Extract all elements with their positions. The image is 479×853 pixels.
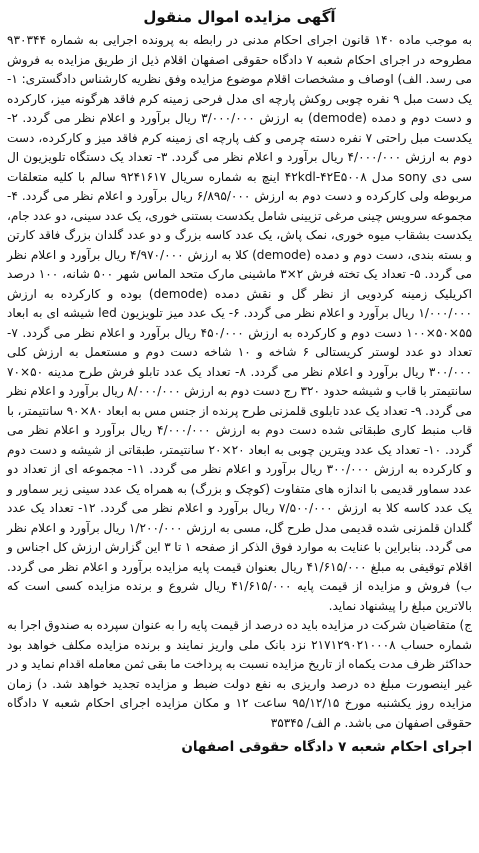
notice-title: آگهی مزایده اموال منقول — [143, 8, 336, 26]
notice-signature: اجرای احکام شعبه ۷ دادگاه حقوقی اصفهان — [181, 739, 472, 755]
notice-paragraph-conditions: ج) متقاضیان شرکت در مزایده باید ده درصد از قیمت پایه را به عنوان سپرده به صندوق اجرا به شماره حساب ۲۱۷۱۲۹۰۲۱۰۰۰۸ نزد بانک ملی واریز نمایند و برنده مزایده مکلف خواهد بود حداکثر ظرف مدت یکماه از تاریخ مزایده نسبت به پرداخت ما بقی ثمن معامله اقدام نماید و در غیر اینصورت مبلغ ده درصد واریزی به نفع دولت ضبط و مزایده تجدید خواهد شد. د) زمان مزایده روز یکشنبه مورخ ۹۵/۱۲/۱۵ ساعت ۱۲ و مکان مزایده اجرای احکام شعبه ۷ دادگاه حقوقی اصفهان می باشد. م الف/ ۳۵۳۴۵ — [7, 618, 472, 730]
notice-paragraph-items: به موجب ماده ۱۴۰ قانون اجرای احکام مدنی در رابطه به پرونده اجرایی به شماره ۹۳۰۳۴۴ مطروحه در اجرای احکام شعبه ۷ دادگاه حقوقی اصفهان اقلام ذیل از طریق مزایده به فروش می رسد. الف) اوصاف و مشخصات اقلام موضوع مزایده وفق نظریه کارشناس دادگستری: ۱- یک دست مبل ۹ نفره چوبی روکش پارچه ای مدل فرحی زمینه کرم فاقد هرگونه میز، کارکرده و دست دوم و دمده (demode) به ارزش ۳/۰۰۰/۰۰۰ ریال برآورد و اعلام نظر می گردد. ۲- یکدست مبل راحتی ۷ نفره دسته چرمی و کف پارچه ای زمینه کرم فاقد میز و کارکرده، دست دوم به ارزش ۴/۰۰۰/۰۰۰ ریال برآورد و اعلام نظر می گردد. ۳- تعداد یک دستگاه تلویزیون ال سی دی sony مدل ۴۲kdl-۴۲E۵۰۰۸ اینچ به شماره سریال ۹۲۴۱۶۱۷ سالم با کلیه متعلقات مربوطه ولی کارکرده و دست دوم به ارزش ۶/۸۹۵/۰۰۰ ریال برآورد و اعلام نظر می گردد. ۴- مجموعه سرویس چینی مرغی تزیینی شامل یکدست بستنی خوری، یک عدد سینی، دو عدد جام، یکدست بشقاب میوه خوری، نمک پاش، یک عدد کاسه بزرگ و دو عدد گلدان بزرگ فاقد کارتن و بسته بندی، دست دوم و دمده (demode) کلا به ارزش ۴/۹۷۰/۰۰۰ ریال برآورد و اعلام نظر می گردد. ۵- تعداد یک تخته فرش ۲×۳ ماشینی مارک متحد الماس شهر ۵۰۰ شانه، ۱۰۰ درصد اکریلیک زمینه کردویی از نظر گل و نقش دمده (demode) بوده و کارکرده به ارزش ۱/۰۰۰/۰۰۰ ریال برآورد و اعلام نظر می گردد. ۶- یک عدد میز تلویزیون led شیشه ای به ابعاد ۵۵×۵۰×۱۰۰ دست دوم و کارکرده به ارزش ۴۵۰/۰۰۰ ریال برآورد و اعلام نظر می گردد. ۷- تعداد دو عدد لوستر کریستالی ۶ شاخه و ۱۰ شاخه دست دوم و مستعمل به ارزش کلی ۳۰۰/۰۰۰ ریال برآورد و اعلام نظر می گردد. ۸- تعداد یک عدد تابلو فرش طرح مدینه ۵۰×۷۰ سانتیمتر با قاب و شیشه حدود ۳۲۰ رج دست دوم به ارزش ۸/۰۰۰/۰۰۰ ریال برآورد و اعلام نظر می گردد. ۹- تعداد یک عدد تابلوی قلمزنی طرح پرنده از جنس مس به ابعاد ۸۰×۹۰ سانتیمتر، با قاب منبط کاری طبقاتی شده دست دوم به ارزش ۴/۰۰۰/۰۰۰ ریال برآورد و اعلام نظر می گردد. ۱۰- تعداد یک عدد ویترین چوبی به ابعاد ۲۰×۲۰ سانتیمتر، طبقاتی از شیشه و دست دوم و کارکرده به ارزش ۳۰۰/۰۰۰ ریال برآورد و اعلام نظر می گردد. ۱۱- مجموعه ای از تعداد دو عدد سماور قدیمی با اندازه های متفاوت (کوچک و بزرگ) به همراه یک عدد سینی زیر سماور و یک عدد کاسه کلا به ارزش ۷/۵۰۰/۰۰۰ ریال برآورد و اعلام نظر می گردد. ۱۲- تعداد یک عدد گلدان قلمزنی شده قدیمی مدل طرح گل، مسی به ارزش ۱/۲۰۰/۰۰۰ ریال برآورد و اعلام نظر می گردد. بنابراین با عنایت به موارد فوق الذکر از صفحه ۱ تا ۳ این گزارش ارزش کل اجناس و اقلام توقیفی به مبلغ ۴۱/۶۱۵/۰۰۰ ریال بعنوان قیمت پایه مزایده برآورد و اعلام نظر می گردد. ب) فروش و مزایده از قیمت پایه ۴۱/۶۱۵/۰۰۰ ریال شروع و برنده مزایده کسی است که بالاترین مبلغ را پیشنهاد نماید. — [7, 33, 473, 613]
notice-body — [7, 31, 472, 733]
